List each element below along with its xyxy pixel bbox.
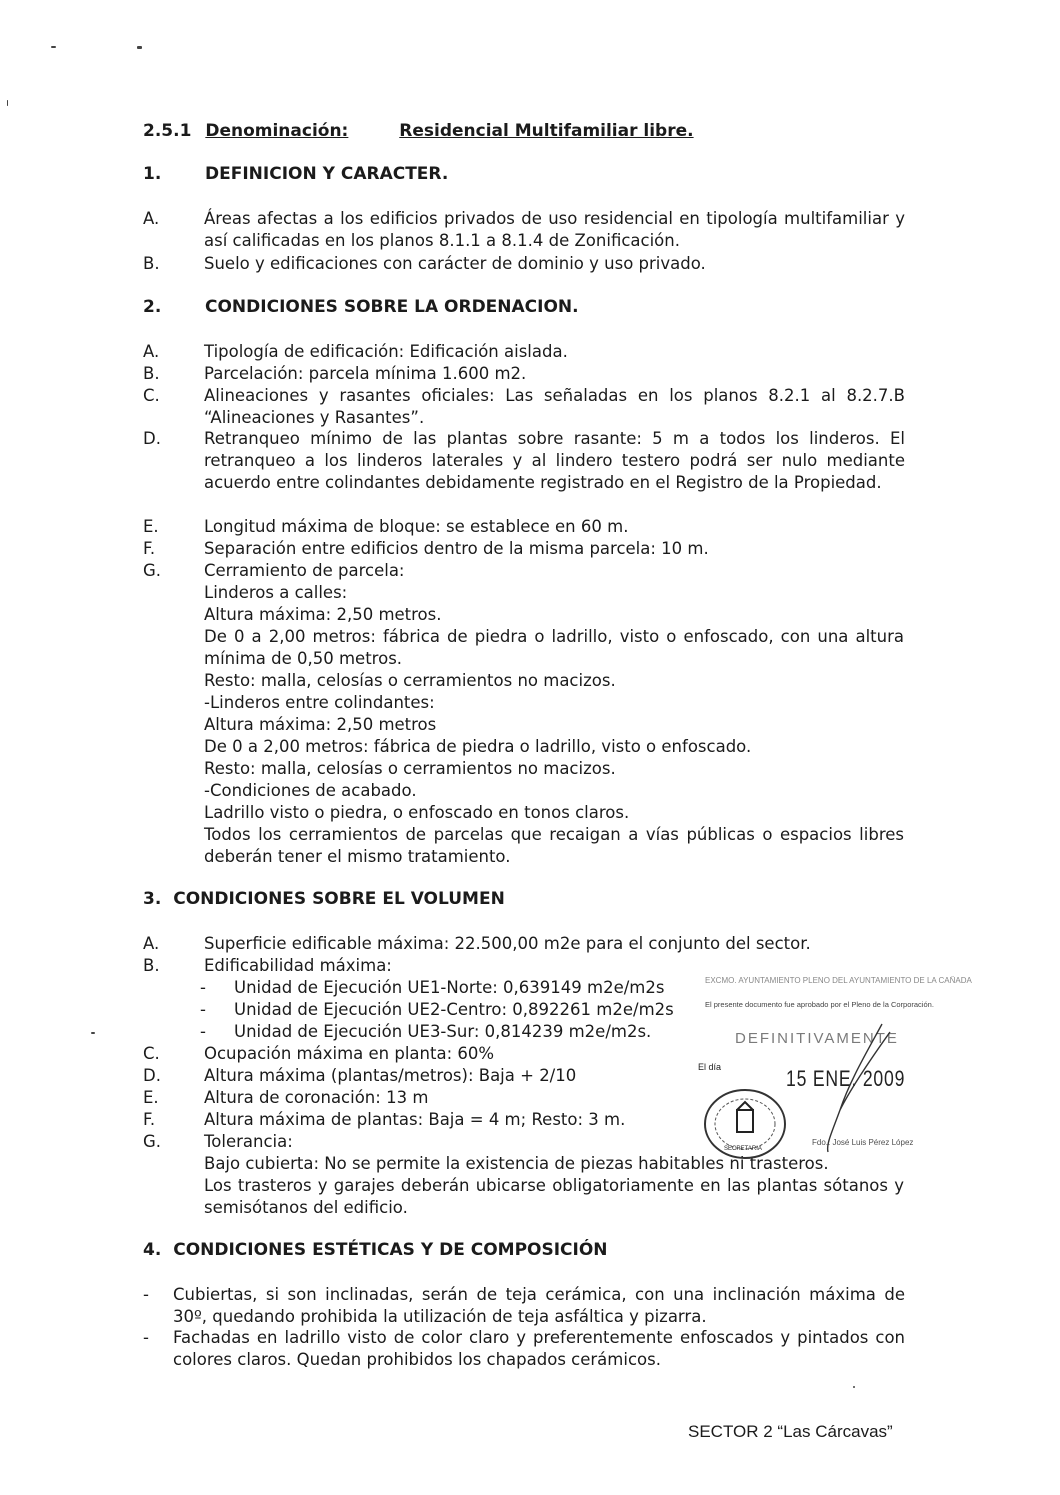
bullet-text: Unidad de Ejecución UE2-Centro: 0,892261 m2e/m2s xyxy=(234,1000,674,1019)
sub-line: De 0 a 2,00 metros: fábrica de piedra o ladrillo, visto o enfoscado. xyxy=(204,737,752,756)
bullet-dash: - xyxy=(200,1022,206,1041)
section-heading-text: CONDICIONES SOBRE LA ORDENACION. xyxy=(205,297,579,317)
item-marker: G. xyxy=(143,1132,162,1151)
item-marker: E. xyxy=(143,517,159,536)
item-text: Áreas afectas a los edificios privados de uso residencial en tipología multifamiliar y así calificadas en los planos 8.1.1 a 8.1.4 de Zonificación. xyxy=(204,209,905,250)
item-marker: - xyxy=(143,1285,149,1304)
item-text: Longitud máxima de bloque: se establece en 60 m. xyxy=(204,517,629,536)
section-title xyxy=(143,121,694,141)
item-text: Fachadas en ladrillo visto de color claro y preferentemente enfoscados y pintados con colores claros. Quedan prohibidos los chapados cerámicos. xyxy=(173,1328,905,1369)
item-marker: D. xyxy=(143,429,161,448)
section-number: 2. xyxy=(143,297,162,317)
sub-line: De 0 a 2,00 metros: fábrica de piedra o ladrillo, visto o enfoscado, con una altura mínima de 0,50 metros. xyxy=(204,627,904,668)
scan-speck xyxy=(137,46,142,49)
stamp-seal-label: SECRETARIA xyxy=(724,1146,762,1152)
sub-line: Los trasteros y garajes deberán ubicarse obligatoriamente en las plantas sótanos y semisótanos del edificio. xyxy=(204,1176,904,1217)
item-marker: F. xyxy=(143,539,156,558)
list-item xyxy=(143,341,905,363)
sub-line: Altura máxima: 2,50 metros. xyxy=(204,605,442,624)
bullet-text: Unidad de Ejecución UE3-Sur: 0,814239 m2e/m2s. xyxy=(234,1022,652,1041)
bullet-item xyxy=(200,999,674,1021)
sub-line: -Linderos entre colindantes: xyxy=(204,693,435,712)
stamp-el-dia: El día xyxy=(698,1062,722,1072)
title-number: 2.5.1 xyxy=(143,121,192,141)
section-4-heading xyxy=(143,1240,608,1260)
list-item xyxy=(143,208,905,252)
item-marker: G. xyxy=(143,561,162,580)
item-text: Edificabilidad máxima: xyxy=(204,956,392,975)
list-item xyxy=(143,1327,905,1371)
section-heading-text: CONDICIONES SOBRE EL VOLUMEN xyxy=(173,889,505,909)
list-item xyxy=(143,955,905,977)
section-heading-text: DEFINICION Y CARACTER. xyxy=(205,164,449,184)
list-item xyxy=(143,560,905,582)
stamp-line2-text: El presente documento fue aprobado por el Pleno de la Corporación. xyxy=(705,1000,934,1009)
item-text: Cerramiento de parcela: xyxy=(204,561,405,580)
item-marker: A. xyxy=(143,342,160,361)
item-marker: B. xyxy=(143,254,160,273)
sub-line: Todos los cerramientos de parcelas que recaigan a vías públicas o espacios libres deberán tener el mismo tratamiento. xyxy=(204,825,904,866)
bullet-text: Unidad de Ejecución UE1-Norte: 0,639149 m2e/m2s xyxy=(234,978,665,997)
stamp-line1: EXCMO. AYUNTAMIENTO PLENO DEL AYUNTAMIENTO DE LA CAÑADA xyxy=(705,976,972,985)
stamp-date: 15 ENE. 2009 xyxy=(786,1066,906,1091)
sub-line: -Condiciones de acabado. xyxy=(204,781,417,800)
page-footer: SECTOR 2 “Las Cárcavas” xyxy=(688,1422,893,1441)
stamp-secretary: Fdo.: José Luis Pérez López xyxy=(812,1138,914,1147)
sub-line: Ladrillo visto o piedra, o enfoscado en tonos claros. xyxy=(204,803,630,822)
bullet-dash: - xyxy=(200,1000,206,1019)
item-marker: F. xyxy=(143,1110,156,1129)
item-text: Superficie edificable máxima: 22.500,00 m2e para el conjunto del sector. xyxy=(204,934,811,953)
bullet-dash: - xyxy=(200,978,206,997)
sub-line: Altura máxima: 2,50 metros xyxy=(204,715,437,734)
list-item xyxy=(143,516,905,538)
item-text: Parcelación: parcela mínima 1.600 m2. xyxy=(204,364,527,383)
item-marker: A. xyxy=(143,934,160,953)
sub-line: Bajo cubierta: No se permite la existencia de piezas habitables ni trasteros. xyxy=(204,1154,829,1173)
section-2-heading xyxy=(143,297,579,317)
item-text: Suelo y edificaciones con carácter de dominio y uso privado. xyxy=(204,254,706,273)
list-item xyxy=(143,933,905,955)
title-label: Denominación: xyxy=(205,121,349,141)
section-number: 1. xyxy=(143,164,162,184)
item-text: Cubiertas, si son inclinadas, serán de teja cerámica, con una inclinación máxima de 30º, quedando prohibida la utilización de teja asfáltica y pizarra. xyxy=(173,1285,905,1326)
item-marker: B. xyxy=(143,956,160,975)
item-marker: A. xyxy=(143,209,160,228)
item-text: Altura de coronación: 13 m xyxy=(204,1088,429,1107)
item-text: Altura máxima de plantas: Baja = 4 m; Resto: 3 m. xyxy=(204,1110,626,1129)
sub-line: Resto: malla, celosías o cerramientos no macizos. xyxy=(204,759,616,778)
section-heading-text: CONDICIONES ESTÉTICAS Y DE COMPOSICIÓN xyxy=(173,1240,608,1260)
stamp-word: DEFINITIVAMENTE xyxy=(735,1030,899,1047)
item-marker: E. xyxy=(143,1088,159,1107)
item-text: Alineaciones y rasantes oficiales: Las señaladas en los planos 8.2.1 al 8.2.7.B “Alineaciones y Rasantes”. xyxy=(204,386,905,427)
list-item xyxy=(143,428,905,494)
item-text: Retranqueo mínimo de las plantas sobre rasante: 5 m a todos los linderos. El retranqueo a los linderos laterales y al lindero testero podrá ser nulo mediante acuerdo entre colindantes debidamente registrado en el Registro de la Propiedad. xyxy=(204,429,905,492)
section-number: 4. xyxy=(143,1240,162,1260)
item-text: Separación entre edificios dentro de la misma parcela: 10 m. xyxy=(204,539,709,558)
item-marker: B. xyxy=(143,364,160,383)
section-number: 3. xyxy=(143,889,162,909)
section-1-heading xyxy=(143,164,449,184)
item-text: Altura máxima (plantas/metros): Baja + 2/10 xyxy=(204,1066,577,1085)
stamp-line2 xyxy=(705,1000,970,1010)
scan-speck xyxy=(51,46,56,48)
bullet-item xyxy=(200,977,664,999)
list-item xyxy=(143,1284,905,1328)
item-text: Ocupación máxima en planta: 60% xyxy=(204,1044,495,1063)
title-value: Residencial Multifamiliar libre. xyxy=(399,121,694,141)
list-item xyxy=(143,253,905,275)
item-marker: - xyxy=(143,1328,149,1347)
item-text: Tipología de edificación: Edificación aislada. xyxy=(204,342,568,361)
scan-speck xyxy=(853,1386,855,1388)
sub-line: Linderos a calles: xyxy=(204,583,348,602)
scan-speck xyxy=(91,1032,95,1034)
item-text: Tolerancia: xyxy=(204,1132,293,1151)
section-3-heading xyxy=(143,889,505,909)
list-item xyxy=(143,538,905,560)
item-marker: D. xyxy=(143,1066,161,1085)
scan-speck xyxy=(7,100,8,106)
item-marker: C. xyxy=(143,1044,160,1063)
list-item xyxy=(143,363,905,385)
bullet-item xyxy=(200,1021,651,1043)
list-item xyxy=(143,385,905,429)
item-marker: C. xyxy=(143,386,160,405)
sub-line: Resto: malla, celosías o cerramientos no macizos. xyxy=(204,671,616,690)
